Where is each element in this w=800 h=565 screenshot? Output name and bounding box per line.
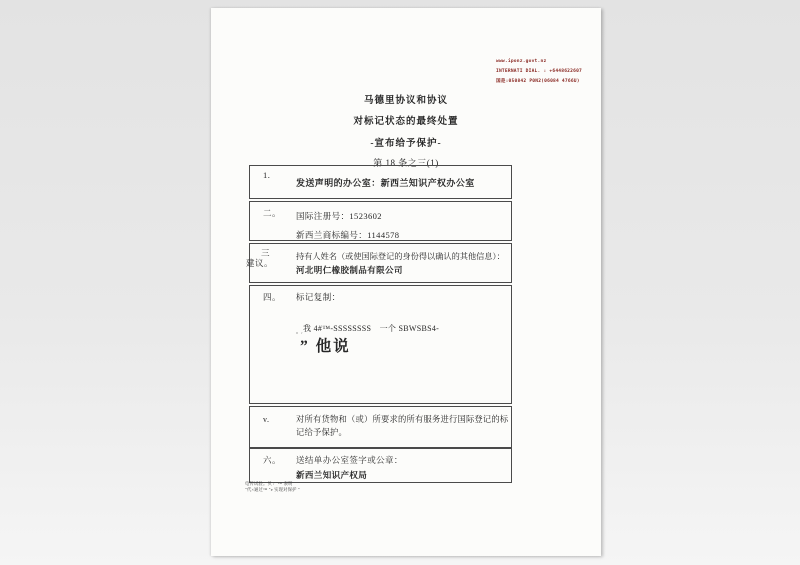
stamp-phone: INTERNATI DIAL. : +6448622607: [496, 69, 583, 74]
form-row-1: [249, 165, 512, 199]
stamp-url: www.iponz.govt.nz: [496, 59, 547, 64]
nz-trademark-number: 新西兰商标编号：1144578: [296, 230, 400, 240]
protection-statement: 对所有货物和（或）所要求的所有服务进行国际登记的标记给予保护。: [296, 415, 509, 437]
document-title-line2: 对标记状态的最终处置: [353, 117, 459, 127]
form-row-4: [249, 285, 512, 404]
document-page: [211, 8, 601, 556]
office-stamp: [496, 57, 591, 87]
row-5-number: v.: [263, 415, 270, 424]
footnote-line2: ″代×通过™ ″e 实现对保护 ″: [245, 486, 300, 492]
signature-caption: 送结单办公室签字或公章：: [296, 455, 403, 465]
mark-text-line: 我 4#™-SSSSSSSS 一个 SBWSBS4-: [303, 324, 440, 333]
mark-large-text: ” 他说: [300, 338, 351, 355]
holder-name-caption: 持有人姓名（或使国际登记的身份得以确认的其他信息）：: [296, 252, 505, 261]
holder-name-value: 河北明仁橡胶制品有限公司: [296, 265, 403, 275]
mark-tick-marks: ″ ′: [296, 333, 304, 338]
row-6-number: 六。: [263, 455, 282, 465]
stamp-ref: 国是:050842 P0N2(06084 4766U): [496, 79, 580, 84]
international-registration-number: 国际注册号：1523602: [296, 211, 382, 221]
form-row-2: [249, 201, 512, 241]
row-3-number-note: 建议。: [246, 258, 274, 268]
article-reference: 第 18 条之三(1): [373, 158, 439, 168]
row-4-number: 四。: [263, 292, 282, 302]
document-subtitle: -宣布给予保护-: [370, 139, 442, 149]
sending-office-value: 发送声明的办公室：新西兰知识产权办公室: [296, 178, 475, 188]
signing-office-name: 新西兰知识产权局: [296, 470, 368, 480]
row-1-number: 1.: [263, 170, 271, 180]
form-row-3: [246, 243, 512, 283]
row-3-number: 三: [261, 248, 271, 258]
document-title-line1: 马德里协议和协议: [363, 96, 448, 106]
mark-reproduction-caption: 标记复制：: [296, 292, 341, 302]
footnote-line1: 电传试验。贝 / ″™ 表明: [245, 481, 293, 486]
form-row-6: [249, 448, 512, 483]
row-2-number: 二。: [263, 208, 282, 218]
form-row-5: [249, 406, 512, 448]
page-footnote: [245, 481, 300, 493]
